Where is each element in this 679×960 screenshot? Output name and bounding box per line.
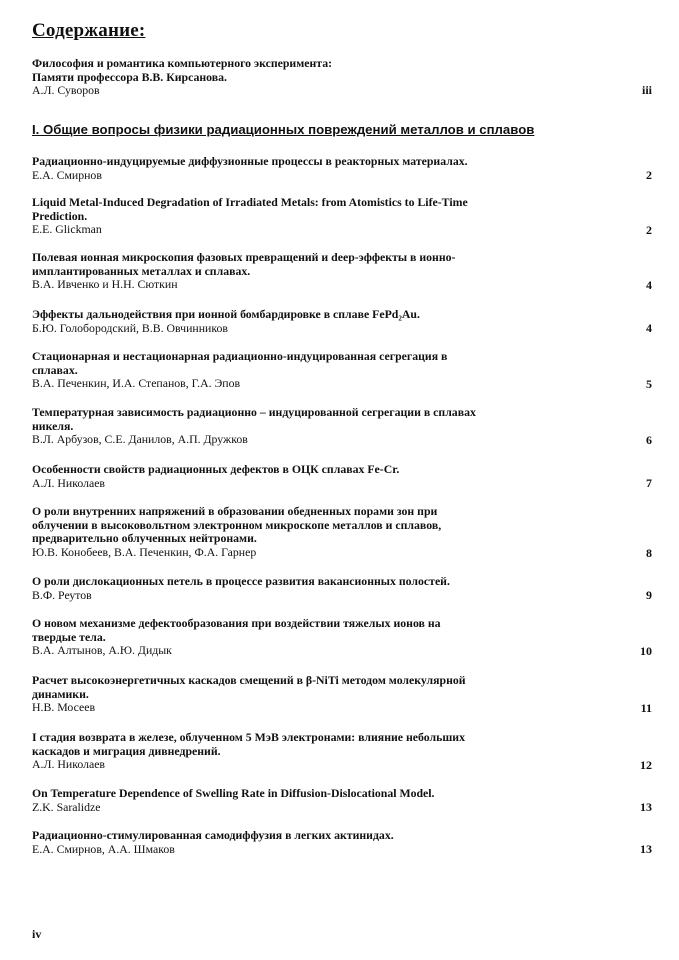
entry-title	[32, 575, 612, 589]
toc-entry[interactable]	[32, 731, 652, 772]
entry-authors: Н.В. Мосеев	[32, 700, 96, 714]
entry-page-number: 6	[646, 433, 652, 447]
entry-authors: В.А. Алтынов, А.Ю. Дидык	[32, 643, 172, 657]
entry-authors: Ю.В. Конобеев, В.А. Печенкин, Ф.А. Гарнер	[32, 544, 257, 559]
entry-title	[32, 350, 612, 377]
entry-page-number: 12	[640, 758, 652, 772]
toc-entry[interactable]	[32, 575, 652, 602]
toc-entry[interactable]	[32, 505, 652, 559]
entry-page-number: 13	[640, 800, 652, 814]
entry-title-line: предварительно облученных нейтронами.	[32, 531, 257, 545]
entry-title-line: Температурная зависимость радиационно – индуцированной сегрегации в сплавах	[32, 405, 476, 419]
entry-title-line: Эффекты дальнодействия при ионной бомбардировке в сплаве FePd₂Au.	[32, 307, 420, 321]
entry-title-line: О роли внутренних напряжений в образовании обедненных порами зон при	[32, 504, 438, 518]
entry-title	[32, 196, 612, 223]
entry-title-line: On Temperature Dependence of Swelling Rate in Diffusion-Dislocational Model.	[32, 786, 435, 800]
entry-authors: А.Л. Николаев	[32, 475, 106, 490]
entry-title-line: динамики.	[32, 686, 89, 701]
toc-entry[interactable]	[32, 617, 652, 658]
entry-authors: Е.А. Смирнов, А.А. Шмаков	[32, 841, 175, 856]
entry-authors: E.E. Glickman	[32, 222, 102, 236]
entry-page-number: iii	[641, 83, 652, 97]
entry-title	[32, 787, 612, 801]
entry-page-number: 11	[640, 701, 652, 715]
entry-page-number: 2	[646, 168, 652, 182]
toc-entry[interactable]	[32, 196, 652, 237]
toc-entry-preface[interactable]	[32, 57, 652, 98]
entry-page-number: 5	[646, 377, 652, 391]
section-heading: I. Общие вопросы физики радиационных повреждений металлов и сплавов	[32, 122, 535, 137]
entry-title	[32, 406, 612, 433]
toc-entry[interactable]	[32, 829, 652, 856]
toc-entry[interactable]	[32, 406, 652, 447]
entry-authors: А.Л. Николаев	[32, 757, 106, 771]
entry-title-line: Полевая ионная микроскопия фазовых превращений и deep-эффекты в ионно-	[32, 250, 456, 264]
entry-authors: В.Л. Арбузов, С.Е. Данилов, А.П. Дружков	[32, 432, 248, 446]
entry-title-line: О новом механизме дефектообразования при воздействии тяжелых ионов на	[32, 616, 441, 630]
entry-title-line: Радиационно-стимулированная самодиффузия в легких актинидах.	[32, 828, 394, 842]
toc-entry[interactable]	[32, 155, 652, 182]
entry-title	[32, 155, 612, 169]
entry-title-line: Liquid Metal-Induced Degradation of Irradiated Metals: from Atomistics to Life-Time	[32, 195, 468, 209]
entry-title-line: сплавах.	[32, 362, 78, 377]
entry-authors: Е.А. Смирнов	[32, 167, 102, 182]
entry-title	[32, 617, 612, 644]
entry-title	[32, 505, 612, 546]
entry-title-line: облучении в высоковольтном электронном микроскопе металлов и сплавов,	[32, 517, 442, 532]
entry-title-line: Радиационно-индуцируемые диффузионные процессы в реакторных материалах.	[32, 154, 468, 168]
entry-title-line: О роли дислокационных петель в процессе развития вакансионных полостей.	[32, 574, 450, 588]
entry-title-line: Prediction.	[32, 208, 88, 223]
footer-page-number: iv	[32, 927, 42, 941]
toc-entry[interactable]	[32, 251, 652, 292]
entry-authors: А.Л. Суворов	[32, 83, 100, 97]
entry-page-number: 13	[640, 842, 652, 856]
toc-entry[interactable]	[32, 463, 652, 490]
entry-title-line: Философия и романтика компьютерного эксперимента:	[32, 56, 333, 70]
entry-page-number: 2	[646, 223, 652, 237]
entry-authors: В.А. Печенкин, И.А. Степанов, Г.А. Эпов	[32, 376, 241, 390]
entry-authors: В.Ф. Реутов	[32, 587, 92, 602]
entry-title-line: Памяти профессора В.В. Кирсанова.	[32, 69, 228, 84]
entry-title-line: Расчет высокоэнергетичных каскадов смещений в β-NiTi методом молекулярной	[32, 673, 466, 687]
entry-title	[32, 251, 612, 278]
entry-title	[32, 829, 612, 843]
entry-authors: Б.Ю. Голобородский, В.В. Овчинников	[32, 320, 228, 335]
entry-title-line: никеля.	[32, 418, 74, 433]
entry-title	[32, 57, 612, 84]
entry-page-number: 4	[646, 278, 652, 292]
entry-title-line: имплантированных металлах и сплавах.	[32, 263, 251, 278]
entry-title-line: I стадия возврата в железе, облученном 5 МэВ электронами: влияние небольших	[32, 730, 465, 744]
entry-title	[32, 674, 612, 701]
entry-title-line: каскадов и миграция дивнедрений.	[32, 743, 221, 758]
entry-page-number: 9	[646, 588, 652, 602]
entry-page-number: 8	[646, 546, 652, 560]
page-title: Содержание:	[32, 20, 146, 41]
toc-entry[interactable]	[32, 787, 652, 814]
entry-page-number: 4	[646, 321, 652, 335]
toc-entry[interactable]	[32, 350, 652, 391]
entry-title-line: Особенности свойств радиационных дефектов в ОЦК сплавах Fe-Cr.	[32, 462, 400, 476]
entry-page-number: 10	[640, 644, 652, 658]
entry-title-line: твердые тела.	[32, 629, 106, 644]
toc-entry[interactable]	[32, 308, 652, 335]
entry-title-line: Стационарная и нестационарная радиационно-индуцированная сегрегация в	[32, 349, 448, 363]
toc-entry[interactable]	[32, 674, 652, 715]
entry-title	[32, 731, 612, 758]
entry-authors: В.А. Ивченко и Н.Н. Сюткин	[32, 277, 178, 291]
entry-title	[32, 463, 612, 477]
entry-page-number: 7	[646, 476, 652, 490]
entry-authors: Z.K. Saralidze	[32, 799, 101, 814]
entry-title	[32, 308, 612, 322]
